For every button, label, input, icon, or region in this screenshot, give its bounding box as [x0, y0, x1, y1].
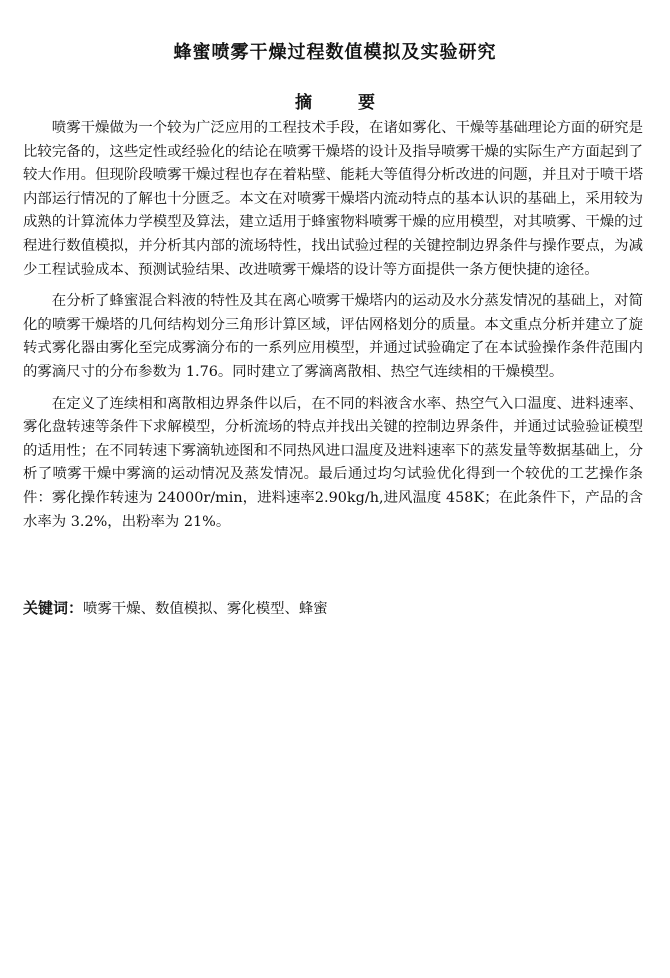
abstract-paragraph-2: 在分析了蜂蜜混合料液的特性及其在离心喷雾干燥塔内的运动及水分蒸发情况的基础上，对简化的喷雾干燥塔的几何结构划分三角形计算区域，评估网格划分的质量。本文重点分析并建立了旋转式雾化器由雾化至完成雾滴分布的一系列应用模型，并通过试验确定了在本试验操作条件范围内的雾滴尺寸的分布参数为 1.76。同时建立了雾滴离散相、热空气连续相的干燥模型。 [23, 293, 643, 380]
abstract-paragraph-3: 在定义了连续相和离散相边界条件以后，在不同的料液含水率、热空气入口温度、进料速率、雾化盘转速等条件下求解模型，分析流场的特点并找出关键的控制边界条件，并通过试验验证模型的适用性；在不同转速下雾滴轨迹图和不同热风进口温度及进料速率下的蒸发量等数据基础上，分析了喷雾干燥中雾滴的运动情况及蒸发情况。最后通过均匀试验优化得到一个较优的工艺操作条件：雾化操作转速为 24000r/min，进料速率2.90kg/h,进风温度 458K；在此条件下，产品的含水率为 3.2%，出粉率为 21%。 [23, 395, 643, 530]
keywords-text: 喷雾干燥、数值模拟、雾化模型、蜂蜜 [83, 601, 328, 617]
abstract-heading: 摘 要 [295, 93, 395, 113]
abstract-paragraph-1: 喷雾干燥做为一个较为广泛应用的工程技术手段，在诸如雾化、干燥等基础理论方面的研究是比较完备的，这些定性或经验化的结论在喷雾干燥塔的设计及指导喷雾干燥的实际生产方面起到了较大作用。但现阶段喷雾干燥过程也存在着粘壁、能耗大等值得分析改进的问题，并且对于喷干塔内部运行情况的了解也十分匮乏。本文在对喷雾干燥塔内流动特点的基本认识的基础上，采用较为成熟的计算流体力学模型及算法，建立适用于蜂蜜物料喷雾干燥的应用模型，对其喷雾、干燥的过程进行数值模拟，并分析其内部的流场特性，找出试验过程的关键控制边界条件与操作要点，为减少工程试验成本、预测试验结果、改进喷雾干燥塔的设计等方面提供一条方便快捷的途径。 [23, 120, 643, 278]
keywords-line [23, 597, 643, 621]
abstract-body [23, 117, 643, 542]
paper-title: 蜂蜜喷雾干燥过程数值模拟及实验研究 [173, 42, 497, 63]
keywords-label: 关键词： [23, 599, 84, 617]
